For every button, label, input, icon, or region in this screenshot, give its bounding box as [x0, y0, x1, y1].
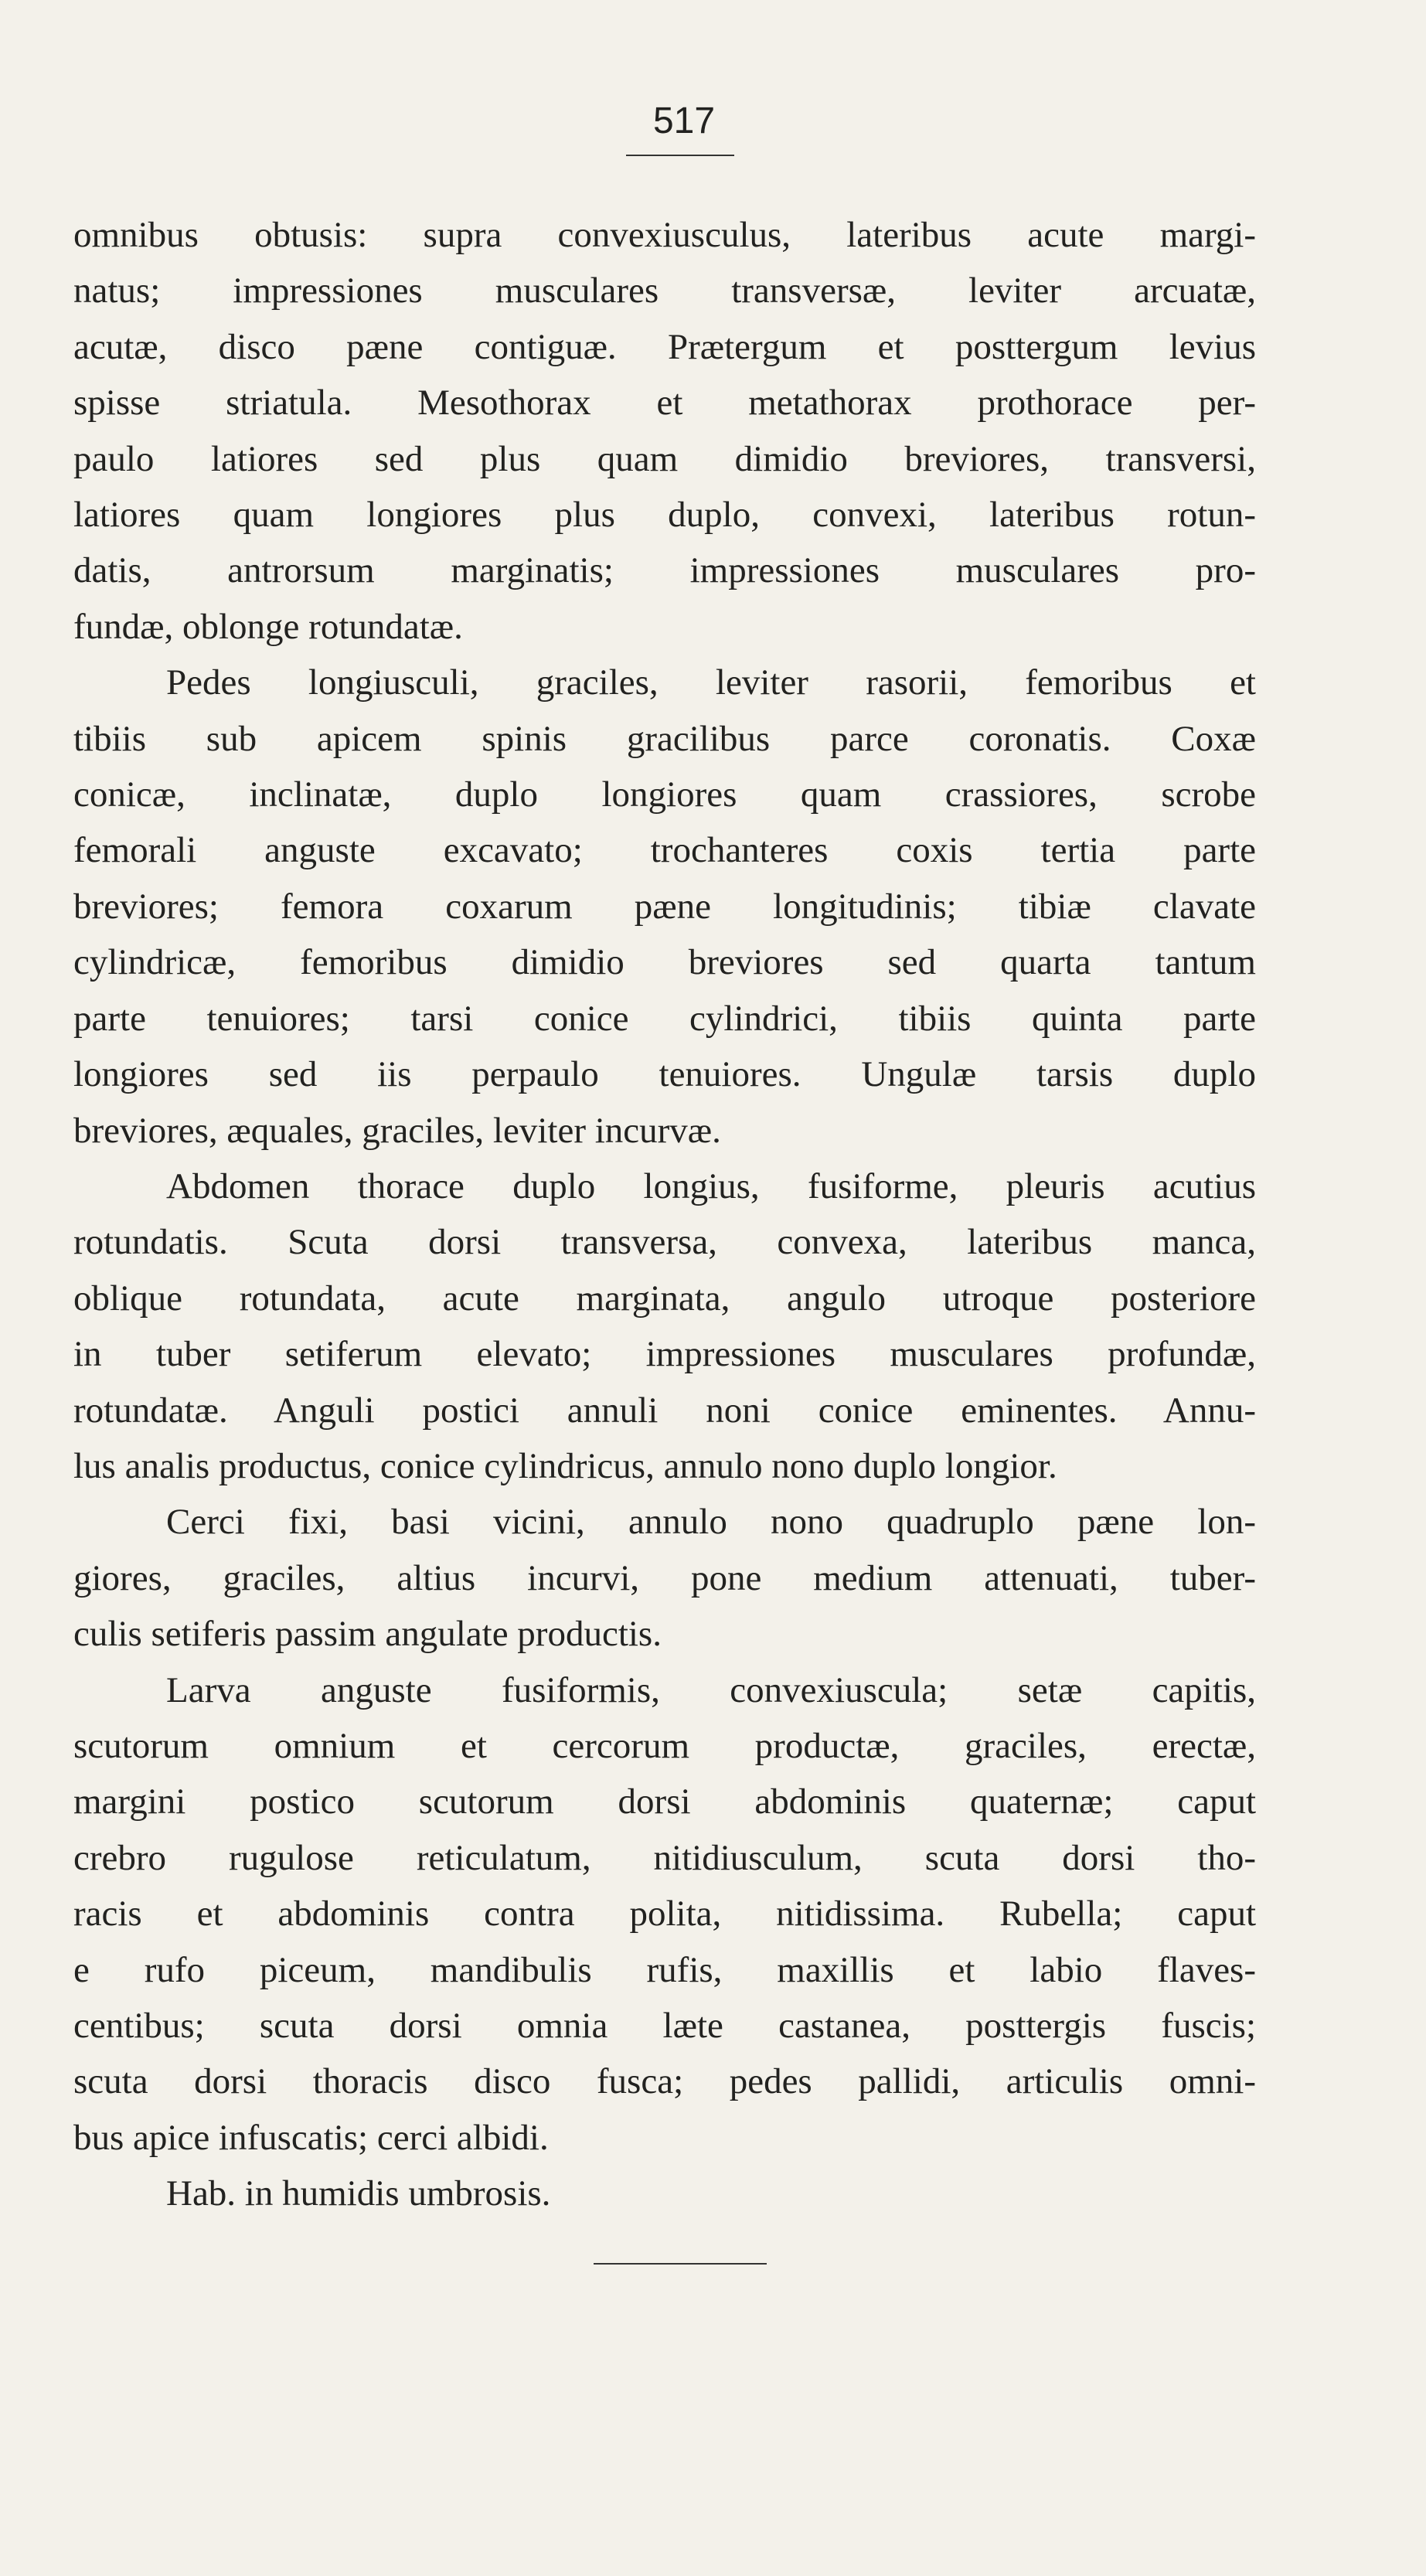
- text-line: scuta dorsi thoracis disco fusca; pedes pallidi, articulis omni-: [73, 2061, 1256, 2102]
- text-line: datis, antrorsum marginatis; impressiones musculares pro-: [73, 550, 1256, 591]
- text-line: fundæ, oblonge rotundatæ.: [73, 606, 463, 647]
- body-text: [73, 207, 1256, 2222]
- text-line: parte tenuiores; tarsi conice cylindrici, tibiis quinta parte: [73, 998, 1256, 1039]
- text-line: omnibus obtusis: supra convexiusculus, lateribus acute margi-: [73, 215, 1256, 255]
- text-line: in tuber setiferum elevato; impressiones musculares profundæ,: [73, 1334, 1256, 1375]
- text-line: Pedes longiusculi, graciles, leviter rasorii, femoribus et: [166, 662, 1256, 703]
- text-line: cylindricæ, femoribus dimidio breviores sed quarta tantum: [73, 942, 1256, 983]
- text-line: scutorum omnium et cercorum productæ, graciles, erectæ,: [73, 1725, 1256, 1766]
- text-line: crebro rugulose reticulatum, nitidiusculum, scuta dorsi tho-: [73, 1837, 1256, 1878]
- text-line: racis et abdominis contra polita, nitidissima. Rubella; caput: [73, 1894, 1256, 1935]
- text-line: spisse striatula. Mesothorax et metathorax prothorace per-: [73, 383, 1256, 424]
- text-line: tibiis sub apicem spinis gracilibus parce coronatis. Coxæ: [73, 718, 1256, 759]
- text-line: Cerci fixi, basi vicini, annulo nono quadruplo pæne lon-: [166, 1502, 1256, 1543]
- text-line: giores, graciles, altius incurvi, pone medium attenuati, tuber-: [73, 1557, 1256, 1598]
- text-line: bus apice infuscatis; cerci albidi.: [73, 2117, 549, 2158]
- text-line: femorali anguste excavato; trochanteres coxis tertia parte: [73, 830, 1256, 871]
- text-line: culis setiferis passim angulate productis.: [73, 1614, 662, 1655]
- text-line: longiores sed iis perpaulo tenuiores. Ungulæ tarsis duplo: [73, 1054, 1256, 1095]
- text-line: margini postico scutorum dorsi abdominis quaternæ; caput: [73, 1781, 1256, 1822]
- page-number: 517: [652, 100, 716, 141]
- text-line: centibus; scuta dorsi omnia læte castanea, posttergis fuscis;: [73, 2006, 1256, 2046]
- text-line: conicæ, inclinatæ, duplo longiores quam crassiores, scrobe: [73, 774, 1256, 815]
- text-line: latiores quam longiores plus duplo, convexi, lateribus rotun-: [73, 495, 1256, 536]
- text-line: e rufo piceum, mandibulis rufis, maxillis et labio flaves-: [73, 1949, 1256, 1990]
- text-line: Abdomen thorace duplo longius, fusiforme, pleuris acutius: [166, 1165, 1256, 1206]
- text-line: lus analis productus, conice cylindricus, annulo nono duplo longior.: [73, 1445, 1057, 1486]
- page-number-rule: [626, 155, 734, 156]
- text-line: rotundatis. Scuta dorsi transversa, convexa, lateribus manca,: [73, 1222, 1256, 1263]
- text-line: natus; impressiones musculares transversæ, leviter arcuatæ,: [73, 271, 1256, 311]
- text-line: paulo latiores sed plus quam dimidio breviores, transversi,: [73, 438, 1256, 479]
- text-line: Hab. in humidis umbrosis.: [166, 2173, 551, 2214]
- text-line: Larva anguste fusiformis, convexiuscula; setæ capitis,: [166, 1669, 1256, 1710]
- text-line: oblique rotundata, acute marginata, angulo utroque posteriore: [73, 1278, 1256, 1319]
- text-line: breviores, æquales, graciles, leviter incurvæ.: [73, 1110, 721, 1151]
- text-line: acutæ, disco pæne contiguæ. Prætergum et posttergum levius: [73, 326, 1256, 367]
- end-rule: [594, 2263, 767, 2265]
- text-line: breviores; femora coxarum pæne longitudinis; tibiæ clavate: [73, 886, 1256, 927]
- text-line: rotundatæ. Anguli postici annuli noni conice eminentes. Annu-: [73, 1390, 1256, 1431]
